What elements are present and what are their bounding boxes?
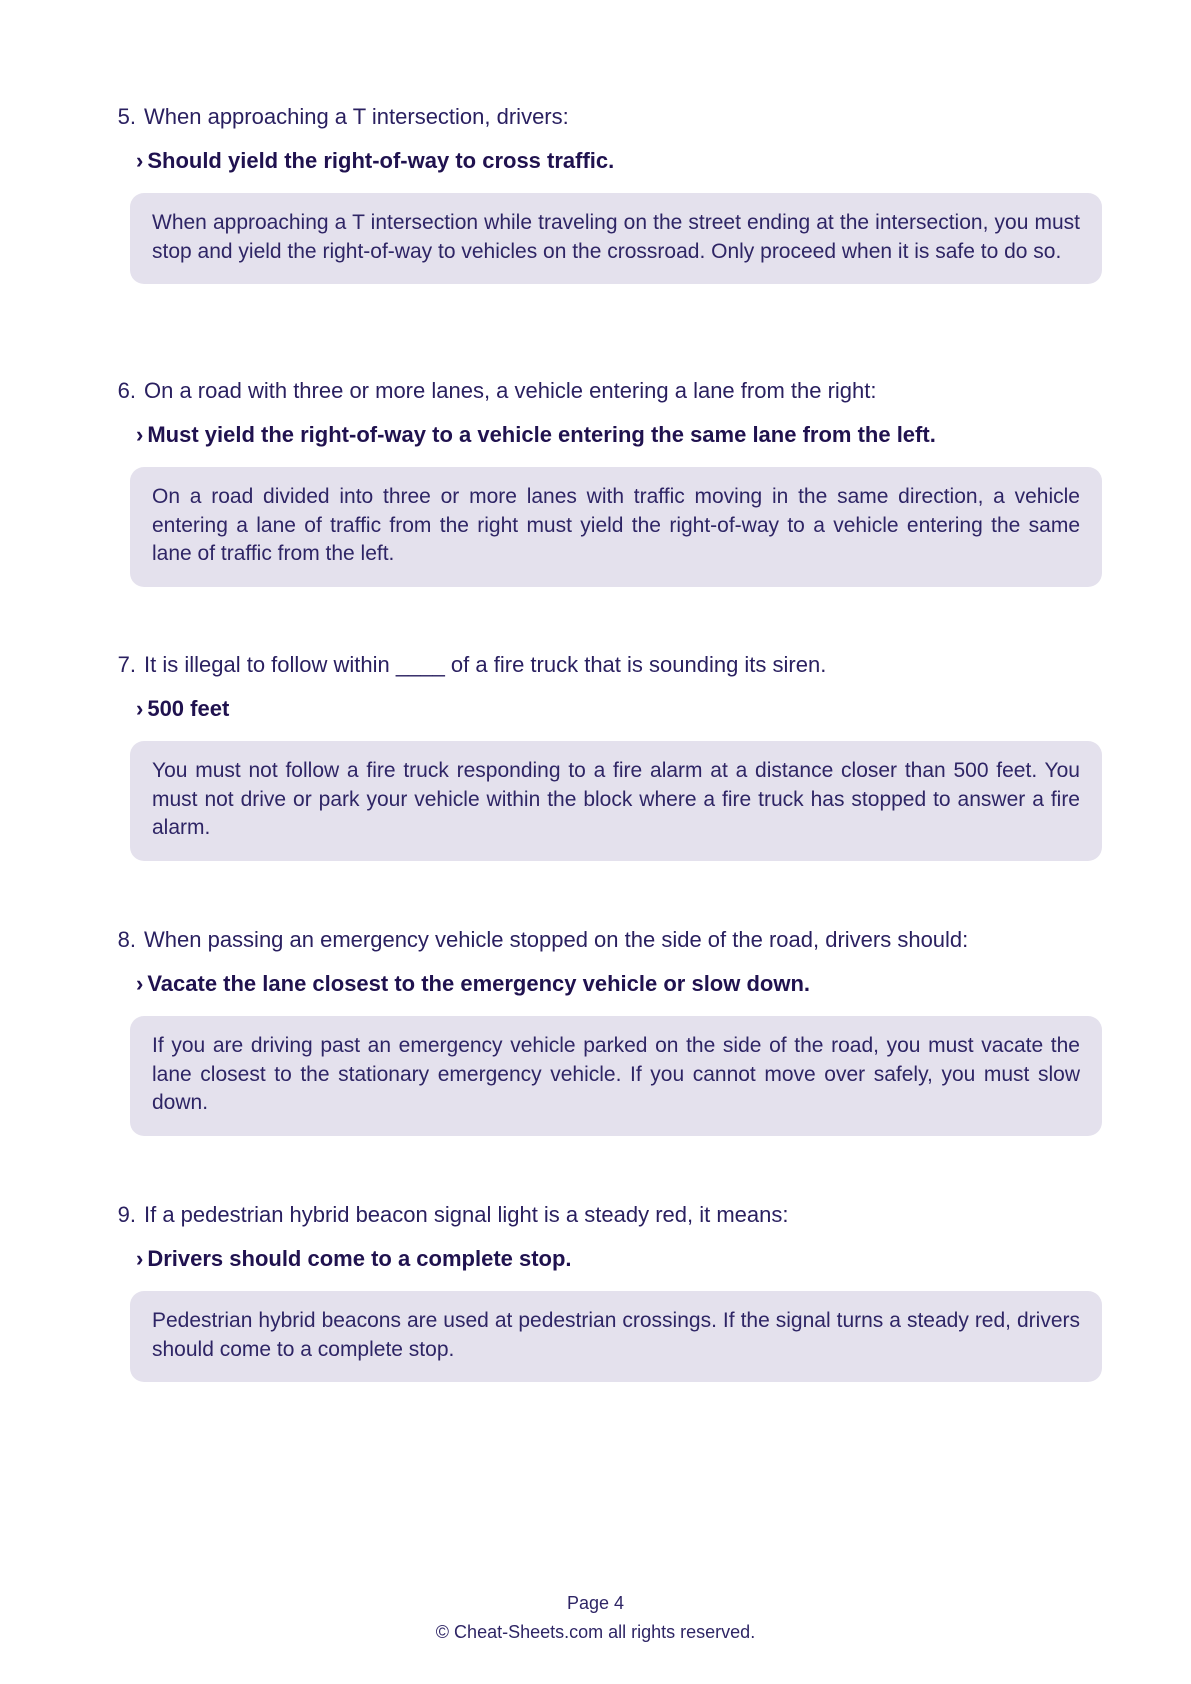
answer: [136, 970, 1102, 998]
question-number: 6.: [117, 378, 136, 403]
answer-text: Drivers should come to a complete stop.: [147, 1246, 572, 1271]
question-item: [106, 103, 1102, 284]
explanation-box: On a road divided into three or more lanes with traffic moving in the same direction, a vehicle entering a lane of traffic from the right must yield the right-of-way to a vehicle entering the same lane of traffic from the left.: [130, 467, 1102, 587]
answer-marker-icon: ›: [136, 422, 144, 447]
question-item: [106, 1201, 1102, 1382]
page-number: Page 4: [566, 1593, 625, 1613]
question-item: [106, 377, 1102, 587]
question-item: [106, 651, 1102, 861]
question-text: On a road with three or more lanes, a vehicle entering a lane from the right:: [144, 378, 877, 403]
answer: [136, 147, 1102, 175]
answer-marker-icon: ›: [136, 148, 144, 173]
answer-text: Should yield the right-of-way to cross traffic.: [147, 148, 615, 173]
answer-marker-icon: ›: [136, 971, 144, 996]
question-number: 8.: [117, 927, 136, 952]
answer-text: 500 feet: [147, 696, 230, 721]
question-number: 5.: [117, 104, 136, 129]
answer-marker-icon: ›: [136, 1246, 144, 1271]
question-line: [106, 103, 1102, 131]
question-text: If a pedestrian hybrid beacon signal light is a steady red, it means:: [144, 1202, 789, 1227]
question-text: It is illegal to follow within ____ of a fire truck that is sounding its siren.: [144, 652, 827, 677]
explanation-box: You must not follow a fire truck responding to a fire alarm at a distance closer than 500 feet. You must not drive or park your vehicle within the block where a fire truck has stopped to answer a fire alarm.: [130, 741, 1102, 861]
answer: [136, 1245, 1102, 1273]
question-line: [106, 651, 1102, 679]
question-line: [106, 926, 1102, 954]
answer-text: Vacate the lane closest to the emergency vehicle or slow down.: [147, 971, 811, 996]
question-text: When passing an emergency vehicle stopped on the side of the road, drivers should:: [144, 927, 969, 952]
answer-text: Must yield the right-of-way to a vehicle entering the same lane from the left.: [147, 422, 936, 447]
answer-marker-icon: ›: [136, 696, 144, 721]
explanation-box: Pedestrian hybrid beacons are used at pedestrian crossings. If the signal turns a steady red, drivers should come to a complete stop.: [130, 1291, 1102, 1382]
question-text: When approaching a T intersection, drivers:: [144, 104, 569, 129]
copyright-notice: © Cheat-Sheets.com all rights reserved.: [435, 1622, 756, 1642]
question-number: 9.: [117, 1202, 136, 1227]
question-number: 7.: [117, 652, 136, 677]
explanation-box: If you are driving past an emergency vehicle parked on the side of the road, you must vacate the lane closest to the stationary emergency vehicle. If you cannot move over safely, you must slow down.: [130, 1016, 1102, 1136]
question-line: [106, 1201, 1102, 1229]
answer: [136, 695, 1102, 723]
question-line: [106, 377, 1102, 405]
answer: [136, 421, 1102, 449]
question-item: [106, 926, 1102, 1136]
explanation-box: When approaching a T intersection while traveling on the street ending at the intersection, you must stop and yield the right-of-way to vehicles on the crossroad. Only proceed when it is safe to do so.: [130, 193, 1102, 284]
